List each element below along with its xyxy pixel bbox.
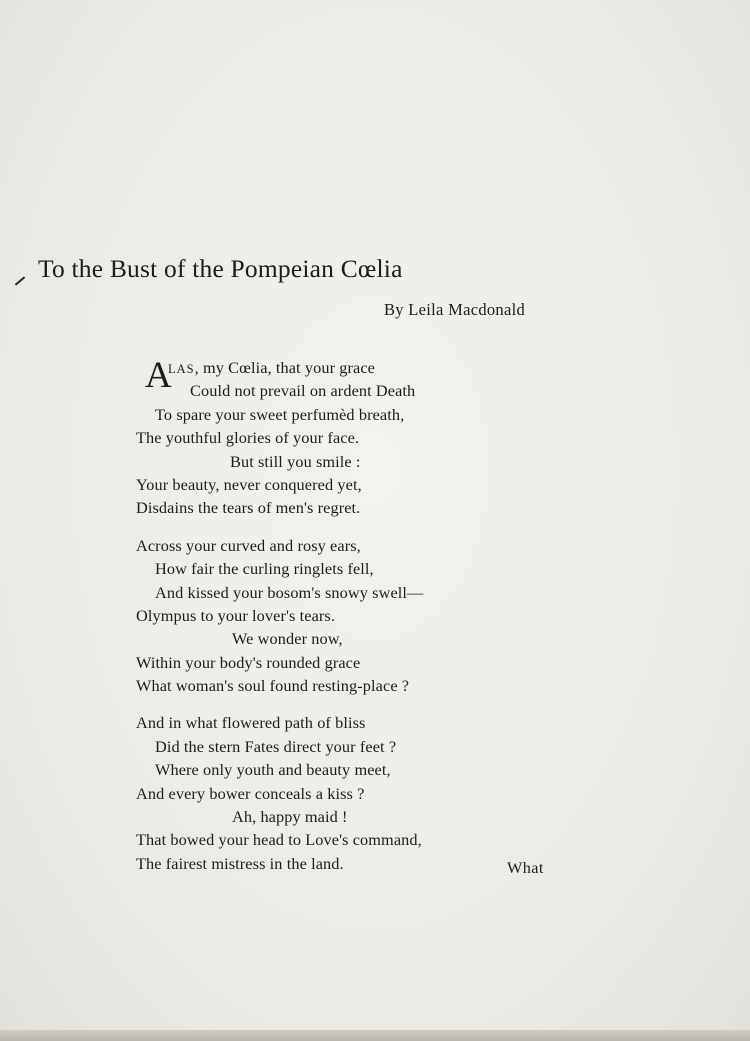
author-byline: By Leila Macdonald bbox=[384, 300, 526, 319]
poem-line: Within your body's rounded grace bbox=[136, 652, 361, 672]
poem-line: Disdains the tears of men's regret. bbox=[136, 498, 361, 518]
poem-body bbox=[136, 356, 566, 889]
poem-line: And in what flowered path of bliss bbox=[136, 713, 366, 733]
page-bottom-edge bbox=[0, 1030, 750, 1041]
poem-line: Could not prevail on ardent Death bbox=[190, 381, 416, 401]
stanza-2 bbox=[136, 534, 566, 698]
stanza-1 bbox=[136, 356, 566, 520]
poem-line: Where only youth and beauty meet, bbox=[155, 760, 391, 780]
poem-line: What woman's soul found resting-place ? bbox=[136, 676, 410, 696]
poem-line: The fairest mistress in the land. bbox=[136, 853, 344, 873]
poem-line: How fair the curling ringlets fell, bbox=[155, 559, 374, 579]
poem-line: But still you smile : bbox=[230, 451, 361, 471]
poem-line: To spare your sweet perfumèd breath, bbox=[155, 404, 405, 424]
poem-title: To the Bust of the Pompeian Cœlia bbox=[38, 254, 403, 283]
catchword: What bbox=[507, 858, 544, 877]
line-text: , my Cœlia, that your grace bbox=[194, 358, 376, 377]
margin-mark bbox=[15, 276, 25, 285]
small-caps-text: LAS bbox=[168, 362, 195, 376]
poem-line: Ah, happy maid ! bbox=[232, 807, 348, 827]
poem-line: Olympus to your lover's tears. bbox=[136, 605, 336, 625]
poem-line: We wonder now, bbox=[232, 629, 343, 649]
drop-cap: A bbox=[145, 355, 172, 396]
poem-line: And every bower conceals a kiss ? bbox=[136, 783, 365, 803]
poem-line: Across your curved and rosy ears, bbox=[136, 535, 361, 555]
poem-line: Your beauty, never conquered yet, bbox=[136, 474, 362, 494]
poem-line: And kissed your bosom's snowy swell— bbox=[155, 582, 424, 602]
stanza-3 bbox=[136, 711, 566, 875]
poem-line: That bowed your head to Love's command, bbox=[136, 830, 422, 850]
poem-line: Did the stern Fates direct your feet ? bbox=[155, 736, 397, 756]
poem-line: The youthful glories of your face. bbox=[136, 428, 360, 448]
